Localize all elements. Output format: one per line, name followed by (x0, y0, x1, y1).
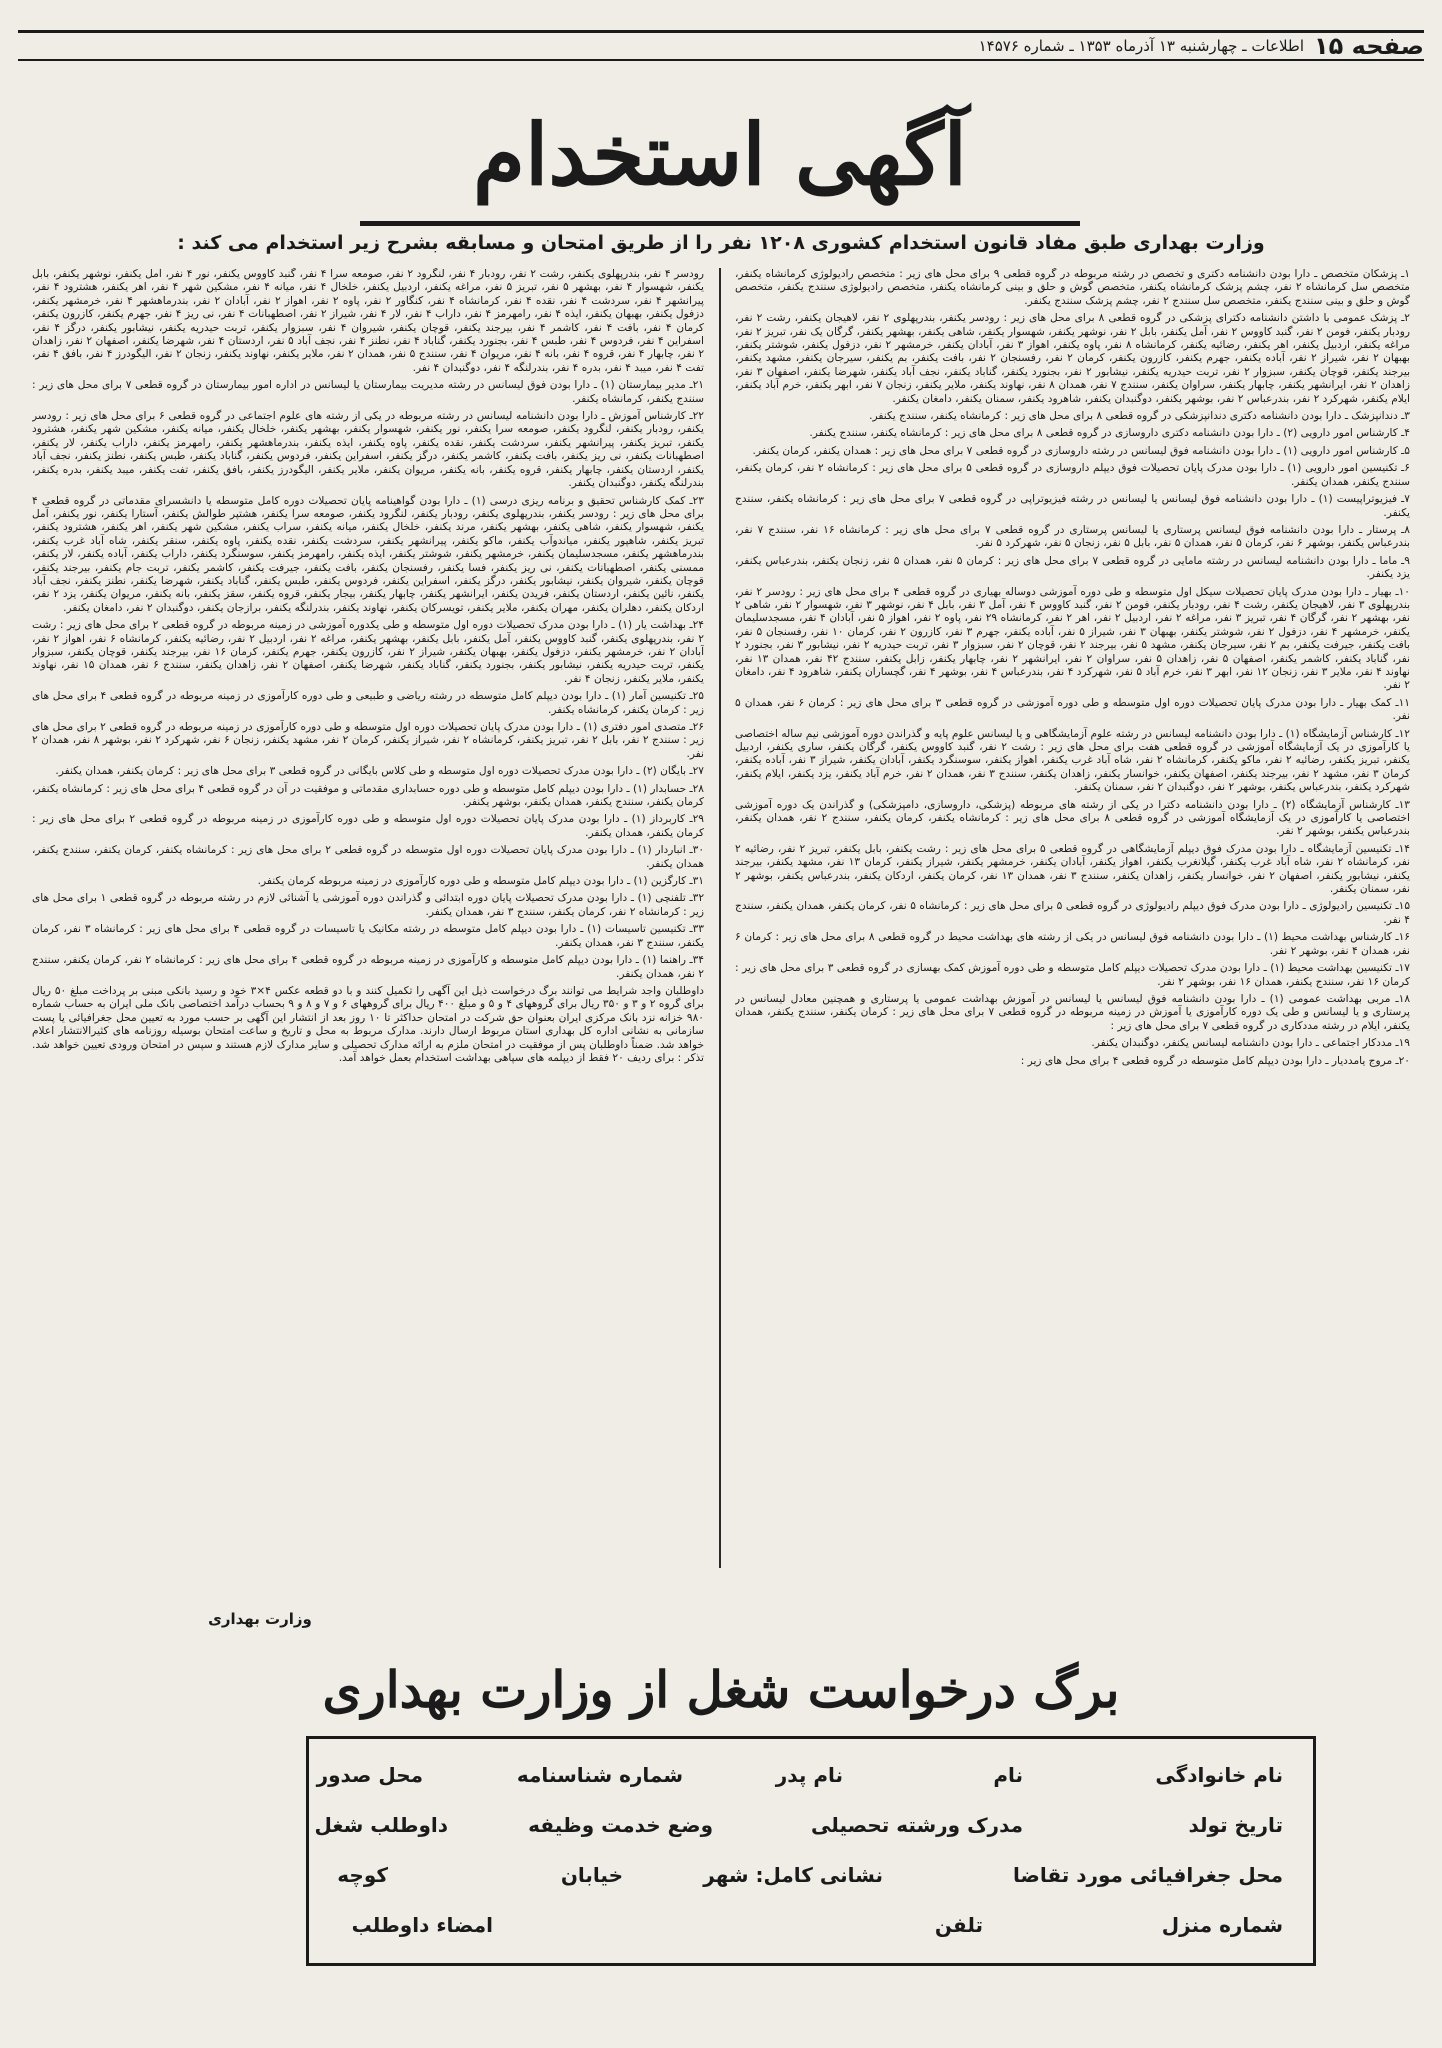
paragraph: ۲۶ـ متصدی امور دفتری (۱) ـ دارا بودن مدرک پایان تحصیلات دوره اول متوسطه و طی دوره کارآموزی در زمینه مربوطه در گروه قطعی ۲ برای محل های زیر : سنندج ۲ نفر، بابل ۲ نفر، تبریز یکنفر، کرمانشاه ۲ نفر، شیراز یکنفر، کرمان ۲ نفر، مشهد یکنفر، زنجان ۶ نفر، شهرکرد ۲ نفر، بوشهر ۸ نفر، همدان ۲ نفر. (32, 721, 704, 760)
paragraph: ۲۱ـ مدیر بیمارستان (۱) ـ دارا بودن فوق لیسانس در رشته مدیریت بیمارستان یا لیسانس در اداره امور بیمارستان در گروه قطعی ۷ برای محل های زیر : سنندج یکنفر، کرمانشاه یکنفر. (32, 379, 704, 405)
ministry-signature: وزارت بهداری (208, 1610, 312, 1628)
house-number-field[interactable]: شماره منزل (1161, 1913, 1283, 1937)
paragraph: ۲ـ پزشک عمومی با داشتن دانشنامه دکترای پزشکی در گروه قطعی ۸ برای محل های زیر : رودسر یکنفر، بندرپهلوی ۲ نفر، لاهیجان یکنفر، رشت ۲ نفر، رودبار یکنفر، فومن ۲ نفر، گنبد کاووس ۲ نفر، آمل یکنفر، بابل ۲ نفر، نوشهر یکنفر، شهسوار یکنفر، شاهی یکنفر، بهشهر یکنفر، گرگان یک نفر، تبریز ۲ نفر، مراغه یکنفر، اردبیل یکنفر، اهر یکنفر، رضائیه یکنفر، کرمانشاه ۸ نفر، پاوه یکنفر، اهواز ۳ نفر، آبادان یکنفر، خرمشهر ۲ نفر، دزفول یکنفر، شوشتر یکنفر، بهبهان ۲ نفر، شیراز ۲ نفر، آباده یکنفر، جهرم یکنفر، کازرون یکنفر، کرمان ۲ نفر، رفسنجان ۲ نفر، بافت یکنفر، بم یکنفر، سیرجان یکنفر، مشهد یکنفر، بیرجند یکنفر، قوچان یکنفر، سبزوار ۲ نفر، تربت حیدریه یکنفر، نیشابور ۲ نفر، بجنورد یکنفر، گناباد یکنفر، نجف آباد یکنفر، شهرضا یکنفر، اصفهان ۳ نفر، زاهدان ۲ نفر، ایرانشهر یکنفر، چابهار یکنفر، سراوان یکنفر، سنندج ۷ نفر، همدان ۸ نفر، نهاوند یکنفر، ملایر یکنفر، زنجان ۷ نفر، ابهر یکنفر، خرم آباد یکنفر، ایلام یکنفر، شهرکرد ۲ نفر، بندرعباس ۲ نفر، بوشهر یکنفر، دوگنبدان یکنفر، شاهرود یکنفر، سمنان یکنفر، دامغان یکنفر. (735, 312, 1410, 405)
family-name-field[interactable]: نام خانوادگی (1155, 1763, 1283, 1787)
paragraph: ۲۹ـ کاربرداز (۱) ـ دارا بودن مدرک پایان تحصیلات دوره اول متوسطه و طی دوره کارآموزی در زمینه مربوطه در گروه قطعی ۲ برای محل های زیر : کرمان یکنفر، همدان یکنفر. (32, 813, 704, 839)
father-name-field[interactable]: نام پدر (775, 1763, 843, 1787)
paragraph: ۲۲ـ کارشناس آموزش ـ دارا بودن دانشنامه لیسانس در رشته مربوطه در یکی از رشته های علوم اجتماعی در گروه قطعی ۶ برای محل های زیر : رودسر یکنفر، رودبار یکنفر، لنگرود یکنفر، صومعه سرا یکنفر، نور یکنفر، شهسوار یکنفر، بهشهر یکنفر، خلخال یکنفر، میانه یکنفر، مشکین شهر یکنفر، هشترود یکنفر، تبریز یکنفر، پیرانشهر یکنفر، سردشت یکنفر، نقده یکنفر، پاوه یکنفر، ایذه یکنفر، بندرماهشهر یکنفر، رامهرمز یکنفر، داراب یکنفر، لار یکنفر، اصطهبانات یکنفر، نی ریز یکنفر، بافت یکنفر، کاشمر یکنفر، درگز یکنفر، اسفراین یکنفر، فردوس یکنفر، گناباد یکنفر، طبس یکنفر، نطنز یکنفر، نجف آباد یکنفر، اردستان یکنفر، چابهار یکنفر، قروه یکنفر، بانه یکنفر، مریوان یکنفر، ملایر یکنفر، الیگودرز یکنفر، بافق یکنفر، تفت یکنفر، میبد یکنفر، بدره یکنفر، بندرلنگه یکنفر، دوگنبدان یکنفر. (32, 410, 704, 490)
place-of-issue-field[interactable]: محل صدور (316, 1763, 423, 1787)
name-field[interactable]: نام (993, 1763, 1023, 1787)
paragraph: ۱۱ـ کمک بهیار ـ دارا بودن مدرک پایان تحصیلات دوره اول متوسطه و طی دوره آموزشی در گروه قطعی ۳ برای محل های زیر : کرمان ۶ نفر، همدان ۵ نفر. (735, 696, 1410, 723)
education-field[interactable]: مدرک ورشته تحصیلی (811, 1813, 1023, 1837)
paragraph: ۵ـ کارشناس امور دارویی (۱) ـ دارا بودن دانشنامه فوق لیسانس در رشته داروسازی در گروه قطعی ۷ برای محل های زیر : همدان یکنفر، کرمان یکنفر. (752, 444, 1410, 457)
paragraph: ۱۸ـ مربی بهداشت عمومی (۱) ـ دارا بودن دانشنامه فوق لیسانس یا لیسانس در آموزش بهداشت عمومی یا پرستاری و همچنین معادل لیسانس در پرستاری و یا لیسانس و طی یک دوره کارآموزی یا آموزش در زمینه مربوطه در گروه قطعی ۷ برای محل های زیر : کرمان یکنفر، سنندج یکنفر، همدان یکنفر، ایلام در رشته مددکاری در گروه قطعی ۷ برای محل های زیر : (735, 992, 1410, 1032)
paragraph: ۱۶ـ کارشناس بهداشت محیط (۱) ـ دارا بودن دانشنامه فوق لیسانس در یکی از رشته های بهداشت محیط در گروه قطعی ۸ برای محل های زیر : کرمان ۶ نفر، همدان ۴ نفر، بوشهر ۲ نفر. (735, 931, 1410, 957)
military-status-field[interactable]: وضع خدمت وظیفه (528, 1813, 713, 1837)
paragraph: ۱۲ـ کارشناس آزمایشگاه (۱) ـ دارا بودن دانشنامه لیسانس در رشته علوم آزمایشگاهی و یا لیسانس علوم پایه و گذراندن دوره آموزشی نیم ساله اختصاصی یا کارآموزی در یک آزمایشگاه آموزشی در گروه قطعی هفت برای محل های زیر : رشت ۲ نفر، گنبد کاووس یکنفر، گرگان یکنفر، ساری یکنفر، اردبیل یکنفر، تبریز یکنفر، رضائیه ۲ نفر، ماکو یکنفر، کرمانشاه ۲ نفر، شاه آباد غرب یکنفر، اهواز یکنفر، سوسنگرد یکنفر، آبادان یکنفر، شیراز ۳ نفر، آباده یکنفر، کرمان ۳ نفر، مشهد ۲ نفر، بیرجند یکنفر، اصفهان یکنفر، خوانسار یکنفر، زاهدان یکنفر، سنندج ۳ نفر، همدان ۲ نفر، خرم آباد یکنفر، یزد یکنفر، ایلام یکنفر، شهرکرد یکنفر، بندرعباس یکنفر، بوشهر ۲ نفر، دوگنبدان ۲ نفر، سمنان یکنفر. (735, 727, 1410, 794)
paragraph: ۲۵ـ تکنیسین آمار (۱) ـ دارا بودن دیپلم کامل متوسطه در رشته ریاضی و طبیعی و طی دوره کارآموزی در زمینه مربوطه در گروه قطعی ۴ برای محل های زیر : کرمان یکنفر، کرمانشاه یکنفر. (32, 690, 704, 716)
page-number-label: صفحه ۱۵ (1314, 32, 1424, 60)
ad-intro: وزارت بهداری طبق مفاد قانون استخدام کشوری ۱۲۰۸ نفر را از طریق امتحان و مسابقه بشرح زیر استخدام می کند : (177, 232, 1265, 254)
paragraph: ۹ـ ماما ـ دارا بودن دانشنامه لیسانس در رشته مامایی در گروه قطعی ۷ برای محل های زیر : کرمان ۵ نفر، همدان ۵ نفر، زنجان یکنفر، بندرعباس یکنفر، یزد یکنفر. (735, 554, 1410, 581)
paragraph: ۲۴ـ بهداشت یار (۱) ـ دارا بودن مدرک تحصیلات دوره اول متوسطه و طی یکدوره آموزشی در زمینه مربوطه در گروه قطعی ۲ برای محل های زیر : رشت ۲ نفر، بندرپهلوی یکنفر، گنبد کاووس یکنفر، آمل یکنفر، بابل یکنفر، بهشهر یکنفر، مراغه ۲ نفر، اردبیل ۲ نفر، رضائیه یکنفر، کرمانشاه ۶ نفر، اهواز ۲ نفر، آبادان ۲ نفر، خرمشهر یکنفر، دزفول یکنفر، بهبهان یکنفر، شیراز ۲ نفر، کازرون یکنفر، جهرم یکنفر، کرمان ۱۶ نفر، بیرجند یکنفر، قوچان یکنفر، سبزوار یکنفر، تربت حیدریه یکنفر، نیشابور یکنفر، بجنورد یکنفر، گناباد یکنفر، شهرضا یکنفر، اصفهان ۲ نفر، زاهدان یکنفر، سنندج ۶ نفر، همدان ۱۵ نفر، نهاوند یکنفر، ملایر یکنفر، زنجان ۴ نفر. (32, 619, 704, 685)
paragraph: ۱۷ـ تکنیسین بهداشت محیط (۱) ـ دارا بودن مدرک تحصیلات دیپلم کامل متوسطه و طی دوره آموزش کمک بهسازی در گروه قطعی ۳ برای محل های زیر : کرمان ۱۶ نفر، سنندج یکنفر، همدان ۱۶ نفر، بوشهر ۲ نفر. (735, 962, 1410, 988)
requested-location-field[interactable]: محل جغرافیائی مورد تقاضا (1013, 1863, 1283, 1887)
id-number-field[interactable]: شماره شناسنامه (516, 1763, 683, 1787)
paragraph: رودسر ۴ نفر، بندرپهلوی یکنفر، رشت ۲ نفر، رودبار ۴ نفر، لنگرود ۲ نفر، صومعه سرا ۴ نفر، گنبد کاووس یکنفر، نور ۴ نفر، آمل یکنفر، نوشهر یکنفر، بابل یکنفر، شهسوار ۴ نفر، بهشهر ۵ نفر، تبریز ۵ نفر، مراغه یکنفر، اردبیل یکنفر، خلخال ۴ نفر، میانه ۴ نفر، مشکین شهر ۴ نفر، اهر یکنفر، هشترود ۴ نفر، پیرانشهر ۴ نفر، سردشت ۴ نفر، نقده ۴ نفر، کرمانشاه ۴ نفر، کنگاور ۲ نفر، پاوه ۲ نفر، اهواز ۲ نفر، آبادان ۲ نفر، بندرماهشهر ۴ نفر، خرمشهر یکنفر، دزفول یکنفر، بهبهان یکنفر، ایذه ۴ نفر، رامهرمز ۴ نفر، داراب ۴ نفر، لار ۴ نفر، شیراز ۲ نفر، اصطهبانات ۴ نفر، نی ریز ۴ نفر، جهرم یکنفر، کازرون یکنفر، کرمان ۴ نفر، بافت ۴ نفر، کاشمر ۴ نفر، بیرجند یکنفر، قوچان یکنفر، شیروان ۴ نفر، سبزوار یکنفر، تربت حیدریه یکنفر، نیشابور یکنفر، درگز ۴ نفر، اسفراین ۴ نفر، فردوس ۴ نفر، طبس ۴ نفر، بجنورد یکنفر، گناباد ۴ نفر، نطنز ۴ نفر، نجف آباد ۵ نفر، اردستان ۴ نفر، شهرضا یکنفر، اصفهان ۲ نفر، زاهدان ۲ نفر، چابهار ۴ نفر، قروه ۴ نفر، بانه ۴ نفر، مریوان ۴ نفر، سنندج ۵ نفر، همدان ۲ نفر، ملایر یکنفر، نهاوند یکنفر، زنجان ۲ نفر، الیگودرز ۴ نفر، بافق ۴ نفر، تفت ۴ نفر، میبد ۴ نفر، بدره ۴ نفر، بندرلنگه ۴ نفر، دوگنبدان ۴ نفر. (32, 268, 704, 374)
applicant-signature-field[interactable]: امضاء داوطلب (351, 1913, 493, 1937)
paragraph: ۱۹ـ مددکار اجتماعی ـ دارا بودن دانشنامه لیسانس یکنفر، دوگنبدان یکنفر. (1091, 1037, 1410, 1050)
paragraph: ۱۳ـ کارشناس آزمایشگاه (۲) ـ دارا بودن دانشنامه دکترا در یکی از رشته های مربوطه (پزشکی، داروسازی، دامپزشکی) و گذراندن یک دوره آموزشی اختصاصی یا کارآموزی در یک آزمایشگاه آموزشی در گروه قطعی ۸ برای محل های زیر : کرمانشاه یکنفر، کرمان یکنفر، سنندج ۲ نفر، همدان یکنفر، بندرعباس یکنفر، بوشهر ۲ نفر. (735, 798, 1410, 838)
left-column (32, 268, 704, 1603)
paragraph: ۲۷ـ بایگان (۲) ـ دارا بودن مدرک تحصیلات دوره اول متوسطه و طی کلاس بایگانی در گروه قطعی ۳ برای محل های زیر : کرمان یکنفر، همدان یکنفر. (55, 765, 704, 778)
paragraph: ۶ـ تکنیسین امور دارویی (۱) ـ دارا بودن مدرک پایان تحصیلات فوق دیپلم داروسازی در گروه قطعی ۵ برای محل های زیر : کرمانشاه ۲ نفر، کرمان یکنفر، سنندج یکنفر، همدان یکنفر. (735, 462, 1410, 488)
address-city-field[interactable]: نشانی کامل: شهر (703, 1863, 883, 1887)
column-divider (719, 268, 721, 1568)
alley-field[interactable]: کوچه (337, 1863, 388, 1887)
issue-info: اطلاعات ـ چهارشنبه ۱۳ آذرماه ۱۳۵۳ ـ شماره ۱۴۵۷۶ (978, 37, 1305, 55)
paragraph: ۲۸ـ حسابدار (۱) ـ دارا بودن دیپلم کامل متوسطه و طی دوره حسابداری مقدماتی و موفقیت در آن در گروه قطعی ۴ برای محل های زیر : کرمانشاه یکنفر، کرمان یکنفر، سنندج یکنفر، همدان یکنفر، بوشهر یکنفر. (32, 782, 704, 809)
form-title: برگ درخواست شغل از وزارت بهداری (322, 1660, 1120, 1719)
masthead (18, 30, 1424, 61)
paragraph: ۲۰ـ مروج یامددیار ـ دارا بودن دیپلم کامل متوسطه در گروه قطعی ۴ برای محل های زیر : (1020, 1054, 1410, 1067)
ad-title-box (360, 100, 1080, 226)
paragraph: داوطلبان واجد شرایط می توانند برگ درخواست ذیل این آگهی را تکمیل کنند و با دو قطعه عکس ۴×۳ خود و رسید بانکی مبنی بر پرداخت مبلغ ۵۰ ریال برای گروه ۲ و ۳ و ۳۵۰ ریال برای گروههای ۴ و ۵ و مبلغ ۴۰۰ ریال برای گروههای ۶ و ۷ و ۸ و ۹ بحساب درآمد اختصاصی بانک ملی ایران به حساب شماره ۹۸۰ خزانه نزد بانک مرکزی ایران بعنوان حق شرکت در امتحان حداکثر تا ۱۰ روز بعد از انتشار این آگهی بر حسب مورد به تعیین محل جغرافیائی یا پست سازمانی به نشانی اداره کل بهداری استان مربوط ارسال دارند. مدارک مربوط به محل و تاریخ و ساعت امتحان بوسیله روزنامه های کثیرالانتشار اعلام خواهد شد. ضمناً داوطلبان پس از موفقیت در امتحان ملزم به ارائه مدارک تحصیلی و سایر مدارک لازم هستند و سپس در امتحان ورودی تعیین خواهد شد. تذکر : برای ردیف ۲۰ فقط از دیپلمه های سپاهی بهداشت استخدام بعمل خواهد آمد. (32, 984, 704, 1064)
paragraph: ۲۳ـ کمک کارشناس تحقیق و برنامه ریزی درسی (۱) ـ دارا بودن گواهینامه پایان تحصیلات دوره کامل متوسطه یا دانشسرای مقدماتی در گروه قطعی ۴ برای محل های زیر : رودسر یکنفر، بندرپهلوی یکنفر، رودبار یکنفر، لنگرود یکنفر، صومعه سرا یکنفر، هشتپر طوالش یکنفر، آستارا یکنفر، نور یکنفر، آمل یکنفر، شهسوار یکنفر، شاهی یکنفر، بهشهر یکنفر، مرند یکنفر، خلخال یکنفر، میانه یکنفر، سراب یکنفر، مشکین شهر یکنفر، اهر یکنفر، هشترود یکنفر، تبریز یکنفر، شاهپور یکنفر، میاندوآب یکنفر، ماکو یکنفر، پیرانشهر یکنفر، سردشت یکنفر، نقده یکنفر، پاوه یکنفر، سنقر یکنفر، شاه آباد غرب یکنفر، بندرماهشهر یکنفر، مسجدسلیمان یکنفر، خرمشهر یکنفر، شوشتر یکنفر، ایذه یکنفر، رامهرمز یکنفر، سوسنگرد یکنفر، داراب یکنفر، آباده یکنفر، لار یکنفر، ممسنی یکنفر، اصطهبانات یکنفر، نی ریز یکنفر، فسا یکنفر، رفسنجان یکنفر، بافت یکنفر، جیرفت یکنفر، کاشمر یکنفر، تربت جام یکنفر، بیرجند یکنفر، قوچان یکنفر، شیروان یکنفر، نیشابور یکنفر، درگز یکنفر، اسفراین یکنفر، فردوس یکنفر، طبس یکنفر، گناباد یکنفر، شهرضا یکنفر، نطنز یکنفر، نجف آباد یکنفر، نائین یکنفر، اردستان یکنفر، فریدن یکنفر، ایرانشهر یکنفر، چابهار یکنفر، بیجار یکنفر، قروه یکنفر، سقز یکنفر، بانه یکنفر، مریوان یکنفر، یزد ۲ نفر، اردکان یکنفر، دهلران یکنفر، مهران یکنفر، ملایر یکنفر، تویسرکان یکنفر، نهاوند یکنفر، بندرلنگه یکنفر، برازجان یکنفر، دوگنبدان ۲ نفر، دامغان یکنفر. (32, 494, 704, 614)
job-applicant-field[interactable]: داوطلب شغل (314, 1813, 448, 1837)
paragraph: ۱ـ پزشکان متخصص ـ دارا بودن دانشنامه دکتری و تخصص در رشته مربوطه در گروه قطعی ۹ برای محل های زیر : متخصص رادیولوژی کرمانشاه یکنفر، متخصص سل کرمانشاه ۲ نفر، چشم پزشک کرمانشاه یکنفر، متخصص گوش و حلق و بینی کرمانشاه یکنفر، متخصص رادیولوژی سنندج یکنفر، متخصص گوش و حلق و بینی سنندج یکنفر، متخصص سل سنندج ۲ نفر، چشم پزشک سنندج یکنفر. (735, 268, 1410, 307)
paragraph: ۳۰ـ انباردار (۱) ـ دارا بودن مدرک پایان تحصیلات دوره اول متوسطه در گروه قطعی ۲ برای محل های زیر : کرمانشاه یکنفر، کرمان یکنفر، سنندج یکنفر، همدان یکنفر. (32, 844, 704, 870)
birth-date-field[interactable]: تاریخ تولد (1188, 1813, 1283, 1837)
paragraph: ۳۳ـ تکنیسین تاسیسات (۱) ـ دارا بودن دیپلم کامل متوسطه در رشته مکانیک یا تاسیسات در گروه قطعی ۴ برای محل های زیر : کرمانشاه ۳ نفر، کرمان یکنفر، سنندج ۳ نفر، همدان یکنفر. (32, 923, 704, 949)
paragraph: ۳۴ـ راهنما (۱) ـ دارا بودن دیپلم کامل متوسطه و کارآموزی در زمینه مربوطه در گروه قطعی ۴ برای محل های زیر : کرمانشاه ۲ نفر، کرمان یکنفر، سنندج ۲ نفر، همدان یکنفر. (32, 954, 704, 980)
phone-field[interactable]: تلفن (934, 1913, 983, 1937)
paragraph: ۳۱ـ کارگزین (۱) ـ دارا بودن دیپلم کامل متوسطه و طی دوره کارآموزی در زمینه مربوطه کرمان یکنفر. (257, 875, 704, 888)
paragraph: ۸ـ پرستار ـ دارا بودن دانشنامه فوق لیسانس پرستاری یا لیسانس پرستاری در گروه قطعی ۷ برای محل های زیر : کرمانشاه ۱۶ نفر، سنندج ۷ نفر، بندرعباس یکنفر، بوشهر ۶ نفر، کرمان ۵ نفر، همدان ۵ نفر، بابل ۵ نفر، زنجان ۵ نفر، شهرکرد ۵ نفر. (735, 523, 1410, 550)
ad-title: آگهی استخدام (472, 105, 968, 204)
paragraph: ۴ـ کارشناس امور دارویی (۲) ـ دارا بودن دانشنامه دکتری داروسازی در گروه قطعی ۸ برای محل های زیر : کرمانشاه یکنفر، سنندج یکنفر. (809, 427, 1410, 440)
title-underline (360, 221, 1080, 226)
paragraph: ۱۰ـ بهیار ـ دارا بودن مدرک پایان تحصیلات سیکل اول متوسطه و طی دوره آموزشی دوساله بهیاری در گروه قطعی ۴ برای محل های زیر : رودسر ۲ نفر، بندرپهلوی ۳ نفر، لاهیجان یکنفر، رشت ۴ نفر، رودبار یکنفر، فومن ۲ نفر، گنبد کاووس ۴ نفر، آمل ۳ نفر، بابل ۴ نفر، نوشهر ۳ نفر، شهسوار ۲ نفر، شاهی ۲ نفر، بهشهر ۲ نفر، گرگان ۴ نفر، تبریز ۳ نفر، مراغه ۲ نفر، اردبیل ۲ نفر، اهر ۲ نفر، کرمانشاه ۲۹ نفر، پاوه ۲ نفر، اهواز ۵ نفر، آبادان ۴ نفر، مسجدسلیمان یکنفر، خرمشهر ۴ نفر، دزفول ۲ نفر، شوشتر یکنفر، بهبهان ۳ نفر، شیراز ۵ نفر، آباده یکنفر، جهرم ۳ نفر، کازرون ۲ نفر، کرمان ۱۰ نفر، رفسنجان ۵ نفر، بافت یکنفر، جیرفت یکنفر، بم ۲ نفر، سیرجان یکنفر، مشهد ۵ نفر، بیرجند ۲ نفر، قوچان ۲ نفر، سبزوار ۳ نفر، تربت حیدریه ۲ نفر، نیشابور ۳ نفر، بجنورد ۲ نفر، گناباد یکنفر، کاشمر یکنفر، اصفهان ۵ نفر، زاهدان ۵ نفر، سراوان ۲ نفر، ایرانشهر ۲ نفر، چابهار یکنفر، زابل یکنفر، سنندج ۴۲ نفر، همدان ۱۳ نفر، نهاوند ۴ نفر، ملایر ۳ نفر، زنجان ۱۲ نفر، ابهر ۳ نفر، خرم آباد ۵ نفر، شهرکرد ۴ نفر، بندرعباس ۴ نفر، بوشهر ۴ نفر، گچساران یکنفر، شاهرود ۴ نفر، دامغان ۲ نفر. (735, 585, 1410, 692)
paragraph: ۳ـ دندانپزشک ـ دارا بودن دانشنامه دکتری دندانپزشکی در گروه قطعی ۸ برای محل های زیر : کرمانشاه یکنفر، سنندج یکنفر. (869, 410, 1410, 423)
paragraph: ۱۴ـ تکنیسین آزمایشگاه ـ دارا بودن مدرک فوق دیپلم آزمایشگاهی در گروه قطعی ۵ برای محل های زیر : رشت یکنفر، بابل یکنفر، تبریز ۲ نفر، رضائیه ۲ نفر، کرمانشاه ۲ نفر، شاه آباد غرب یکنفر، گیلانغرب یکنفر، اهواز یکنفر، آبادان یکنفر، خرمشهر یکنفر، شیراز یکنفر، کرمان ۱۳ نفر، مشهد یکنفر، بیرجند یکنفر، نیشابور یکنفر، اصفهان ۲ نفر، خوانسار یکنفر، زاهدان یکنفر، سنندج ۳ نفر، همدان ۱۳ نفر، کرمان یکنفر، اردکان یکنفر، بندرعباس یکنفر، بوشهر ۲ نفر، سمنان یکنفر. (735, 842, 1410, 896)
application-form (306, 1736, 1316, 1966)
paragraph: ۱۵ـ تکنیسین رادیولوژی ـ دارا بودن مدرک فوق دیپلم رادیولوژی در گروه قطعی ۵ برای محل های زیر : کرمانشاه ۵ نفر، کرمان یکنفر، همدان یکنفر، سنندج ۴ نفر. (735, 900, 1410, 926)
paragraph: ۳۲ـ تلفنچی (۱) ـ دارا بودن مدرک تحصیلات پایان دوره ابتدائی و گذراندن دوره آموزشی یا آشنائی لازم در رشته مربوطه در گروه قطعی ۱ برای محل های زیر : کرمانشاه ۲ نفر، کرمان یکنفر، سنندج ۳ نفر، همدان یکنفر. (32, 892, 704, 918)
right-column (735, 268, 1410, 1603)
paragraph: ۷ـ فیزیوتراپیست (۱) ـ دارا بودن دانشنامه فوق لیسانس یا لیسانس در رشته فیزیوتراپی در گروه قطعی ۷ برای محل های زیر : کرمانشاه یکنفر، سنندج یکنفر. (735, 493, 1410, 519)
street-field[interactable]: خیابان (560, 1863, 623, 1887)
